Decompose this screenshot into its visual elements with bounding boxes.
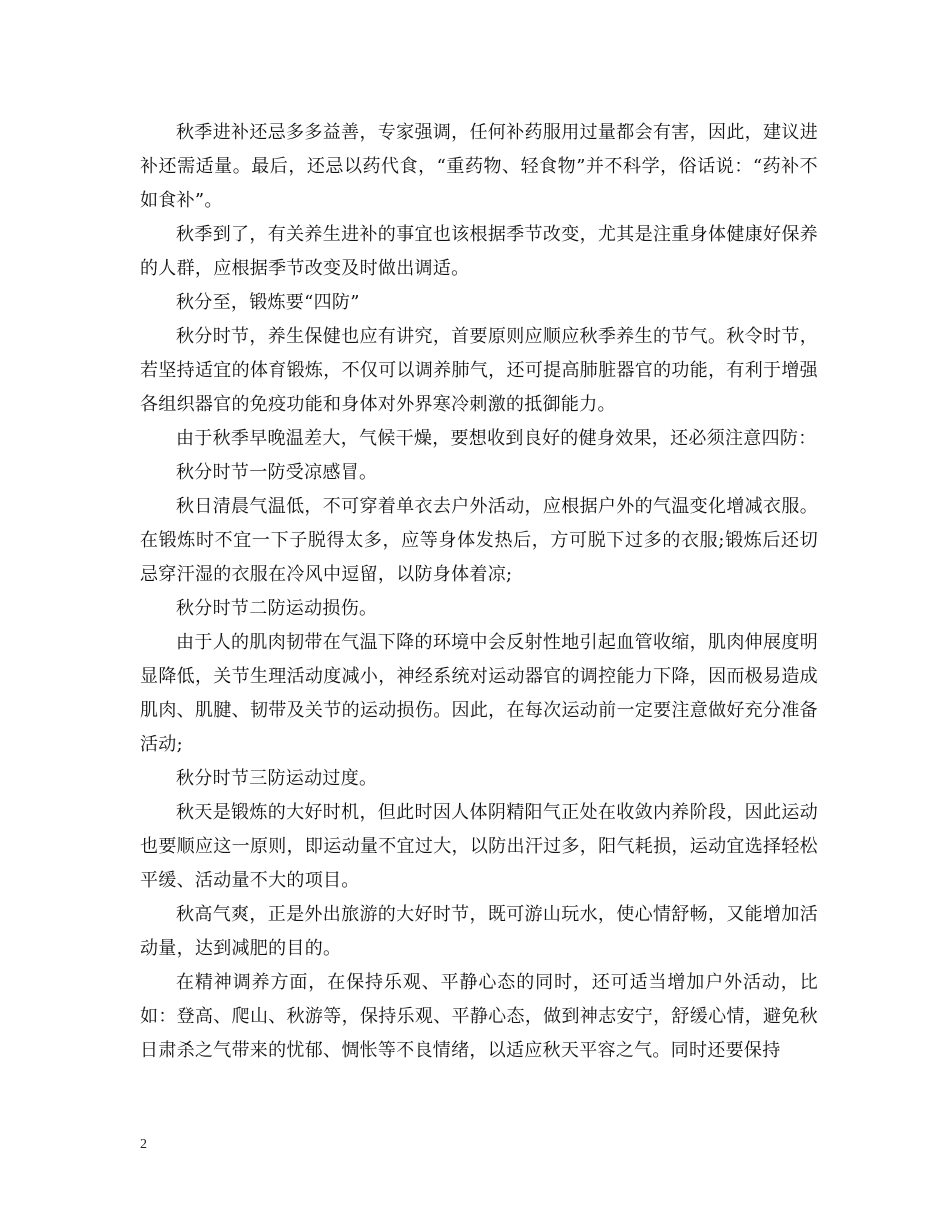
paragraph: 秋日清晨气温低，不可穿着单衣去户外活动，应根据户外的气温变化增减衣服。在锻炼时不宜一下子脱得太多，应等身体发热后，方可脱下过多的衣服;锻炼后还切忌穿汗湿的衣服在冷风中逗留，以防身体着凉; — [140, 496, 818, 585]
paragraph: 秋季进补还忌多多益善，专家强调，任何补药服用过量都会有害，因此，建议进补还需适量。最后，还忌以药代食，“重药物、轻食物”并不科学，俗话说：“药补不如食补”。 — [140, 122, 818, 211]
paragraph: 秋高气爽，正是外出旅游的大好时节，既可游山玩水，使心情舒畅，又能增加活动量，达到减肥的目的。 — [140, 904, 818, 959]
paragraph: 由于秋季早晚温差大，气候干燥，要想收到良好的健身效果，还必须注意四防： — [176, 428, 817, 449]
page-number: 2 — [140, 1137, 147, 1152]
subheading: 秋分时节三防运动过度。 — [176, 768, 378, 789]
subheading: 秋分时节二防运动损伤。 — [176, 598, 378, 619]
section-heading: 秋分至，锻炼要“四防” — [176, 292, 360, 313]
subheading: 秋分时节一防受凉感冒。 — [176, 462, 378, 483]
paragraph: 在精神调养方面，在保持乐观、平静心态的同时，还可适当增加户外活动，比如：登高、爬山、秋游等，保持乐观、平静心态，做到神志安宁，舒缓心情，避免秋日肃杀之气带来的忧郁、惆怅等不良情绪，以适应秋天平容之气。同时还要保持 — [140, 972, 818, 1061]
paragraph: 由于人的肌肉韧带在气温下降的环境中会反射性地引起血管收缩，肌肉伸展度明显降低，关节生理活动度减小，神经系统对运动器官的调控能力下降，因而极易造成肌肉、肌腱、韧带及关节的运动损伤。因此，在每次运动前一定要注意做好充分准备活动; — [140, 632, 818, 755]
paragraph: 秋天是锻炼的大好时机，但此时因人体阴精阳气正处在收敛内养阶段，因此运动也要顺应这一原则，即运动量不宜过大，以防出汗过多，阳气耗损，运动宜选择轻松平缓、活动量不大的项目。 — [140, 802, 818, 891]
paragraph: 秋分时节，养生保健也应有讲究，首要原则应顺应秋季养生的节气。秋令时节，若坚持适宜的体育锻炼，不仅可以调养肺气，还可提高肺脏器官的功能，有利于增强各组织器官的免疫功能和身体对外界寒冷刺激的抵御能力。 — [140, 326, 818, 415]
paragraph: 秋季到了，有关养生进补的事宜也该根据季节改变，尤其是注重身体健康好保养的人群，应根据季节改变及时做出调适。 — [140, 224, 818, 279]
document-body — [140, 116, 818, 1068]
